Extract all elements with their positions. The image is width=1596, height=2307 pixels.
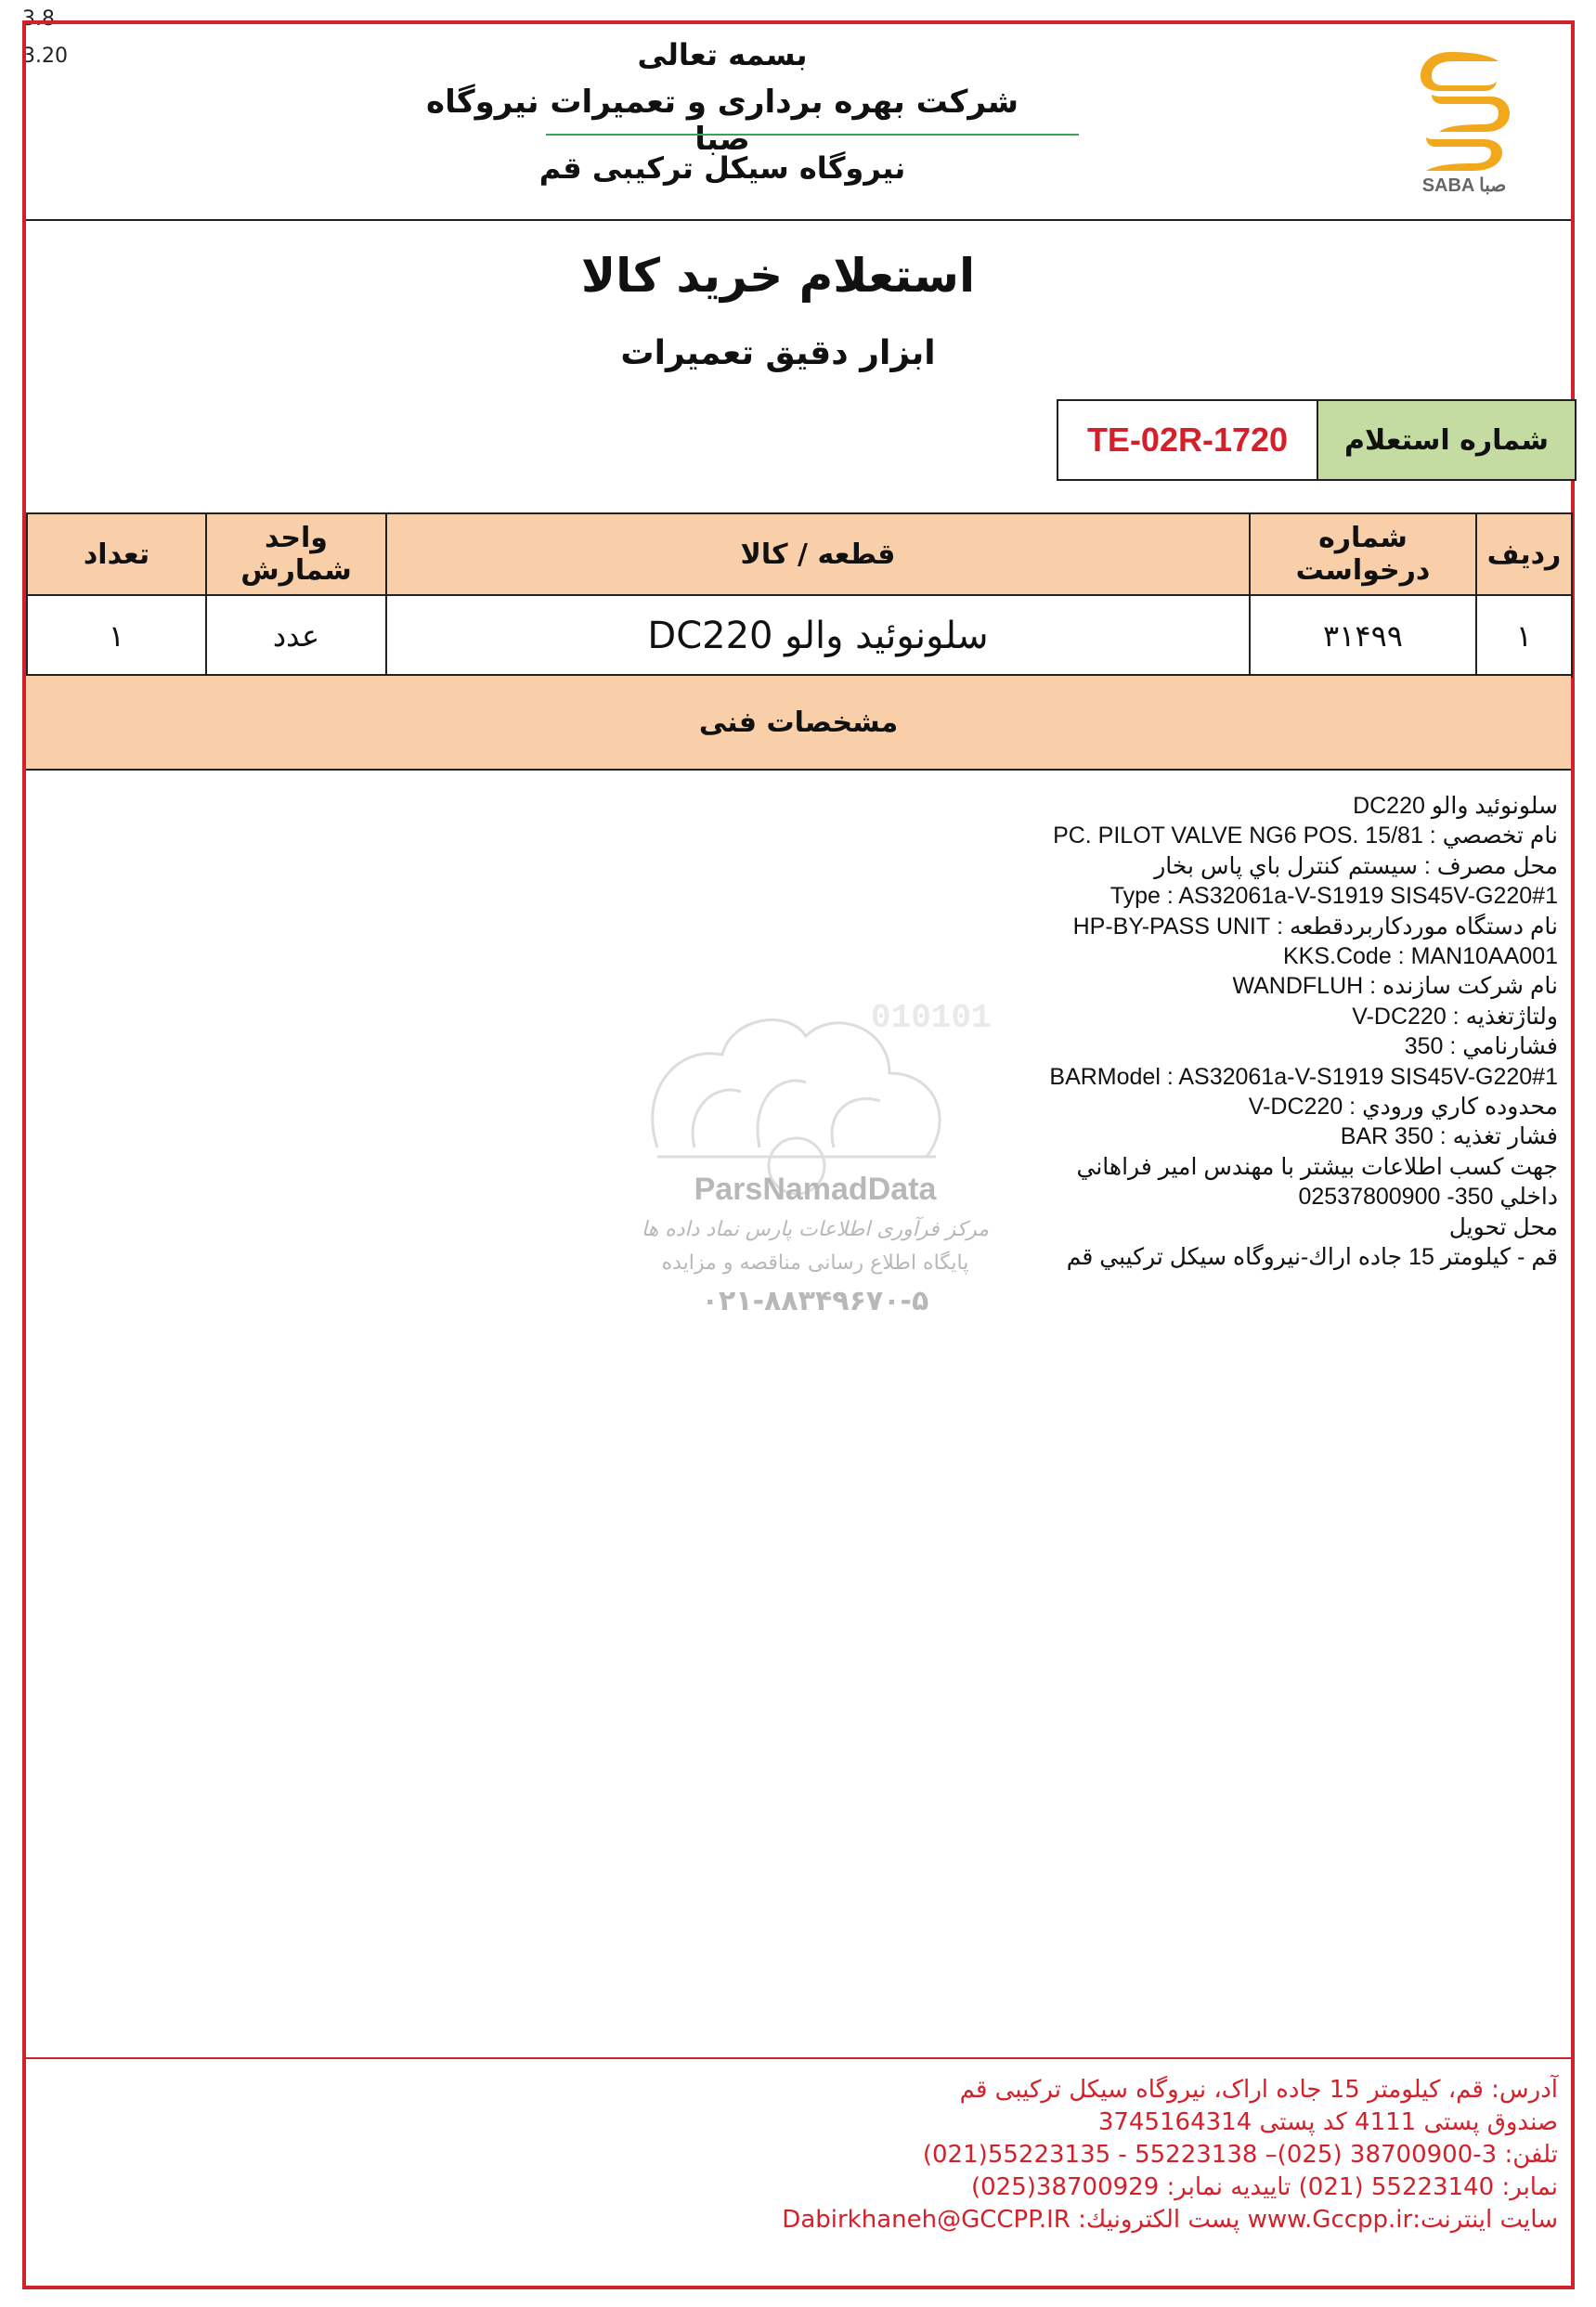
spec-line: BARModel : AS32061a-V-S1919 SIS45V-G220#1 [1049, 1063, 1558, 1090]
footer-web-email: سایت اینترنت:www.Gccpp.ir پست الکترونیك: Dabirkhaneh@GCCPP.IR [782, 2206, 1558, 2234]
document-title: استعلام خرید کالا [580, 249, 976, 303]
watermark-digits: 010101 [871, 999, 992, 1037]
col-row: ردیف [1476, 513, 1572, 595]
footer-contact [629, 2074, 1558, 2236]
spec-line: داخلي 350- 02537800900 [1298, 1184, 1558, 1211]
col-item: قطعه / کالا [386, 513, 1250, 595]
col-unit: واحد شمارش [206, 513, 386, 595]
spec-line: سلونوئيد والو DC220 [1353, 793, 1558, 819]
watermark-line-2: پایگاه اطلاع رسانی مناقصه و مزایده [661, 1251, 969, 1275]
header-plant-name: نیروگاه سیکل ترکیبی قم [538, 150, 906, 186]
items-table [26, 512, 1573, 678]
watermark-brand: ParsNamadData [694, 1172, 937, 1207]
cell-row: ۱ [1476, 595, 1572, 677]
inquiry-label: شماره استعلام [1318, 401, 1575, 479]
footer-divider [26, 2057, 1571, 2059]
document-subtitle: ابزار دقیق تعمیرات [620, 334, 936, 372]
watermark-line-1: مرکز فرآوری اطلاعات پارس نماد داده ها [641, 1218, 990, 1241]
header-divider [26, 219, 1571, 221]
watermark-phone: ۰۲۱-۸۸۳۴۹۶۷۰-۵ [701, 1285, 929, 1317]
header-rule [546, 134, 1079, 136]
footer-address: آدرس: قم، کیلومتر 15 جاده اراک، نیروگاه سیکل ترکیبی قم [959, 2076, 1558, 2104]
table-row [27, 595, 1572, 677]
saba-logo-icon [1395, 43, 1534, 201]
spec-line: محدوده كاري ورودي : V-DC220 [1248, 1094, 1558, 1121]
header-company-name: شرکت بهره برداری و تعمیرات نیروگاه صبا [426, 84, 1019, 158]
specs-body [648, 791, 1558, 1273]
cell-qty: ۱ [27, 595, 206, 677]
spec-line: نام شرکت سازنده : WANDFLUH [1232, 973, 1558, 1000]
footer-fax: نمابر: 55223140 (021) تاییدیه نمابر: 38700929(025) [970, 2173, 1558, 2201]
spec-line: فشارنامي : 350 [1404, 1033, 1558, 1060]
header-invocation: بسمه تعالی [637, 37, 808, 72]
cell-unit: عدد [206, 595, 386, 677]
inquiry-number: TE-02R-1720 [1058, 401, 1318, 479]
corner-code-2: 3.20 [22, 45, 68, 68]
table-header-row [27, 513, 1572, 595]
spec-line: KKS.Code : MAN10AA001 [1283, 943, 1558, 970]
spec-line: ولتاژتغذيه : V-DC220 [1352, 1003, 1558, 1030]
document-header [26, 24, 1571, 223]
corner-code-1: 3.8 [22, 7, 55, 31]
col-qty: تعداد [27, 513, 206, 595]
spec-line: قم - كيلومتر 15 جاده اراك-نيروگاه سيكل تركيبي قم [1066, 1244, 1558, 1271]
spec-line: فشار تغذيه : BAR 350 [1340, 1123, 1558, 1150]
cell-request-no: ۳۱۴۹۹ [1250, 595, 1476, 677]
footer-phone: تلفن: 3-38700900 (025)– 55223138 - 55223135(021) [922, 2141, 1558, 2169]
footer-postal: صندوق پستی 4111 کد پستی 3745164314 [1097, 2108, 1558, 2136]
spec-line: محل تحويل [1448, 1213, 1558, 1240]
spec-line: جهت كسب اطلاعات بيشتر با مهندس امير فراهاني [1076, 1153, 1558, 1180]
logo-text: SABA صبا [1421, 175, 1507, 196]
cell-item: سلونوئید والو DC220 [386, 595, 1250, 677]
document-frame [22, 20, 1575, 2289]
spec-line: Type : AS32061a-V-S1919 SIS45V-G220#1 [1109, 883, 1558, 910]
spec-line: نام تخصصي : PC. PILOT VALVE NG6 POS. 15/81 [1053, 823, 1558, 849]
inquiry-number-box [1057, 399, 1577, 481]
col-request-no: شماره درخواست [1250, 513, 1476, 595]
spec-line: نام دستگاه موردکاربردقطعه : HP-BY-PASS UNIT [1072, 913, 1558, 940]
spec-line: محل مصرف : سيستم كنترل باي پاس بخار [1154, 852, 1558, 879]
specs-header: مشخصات فنی [26, 674, 1571, 771]
